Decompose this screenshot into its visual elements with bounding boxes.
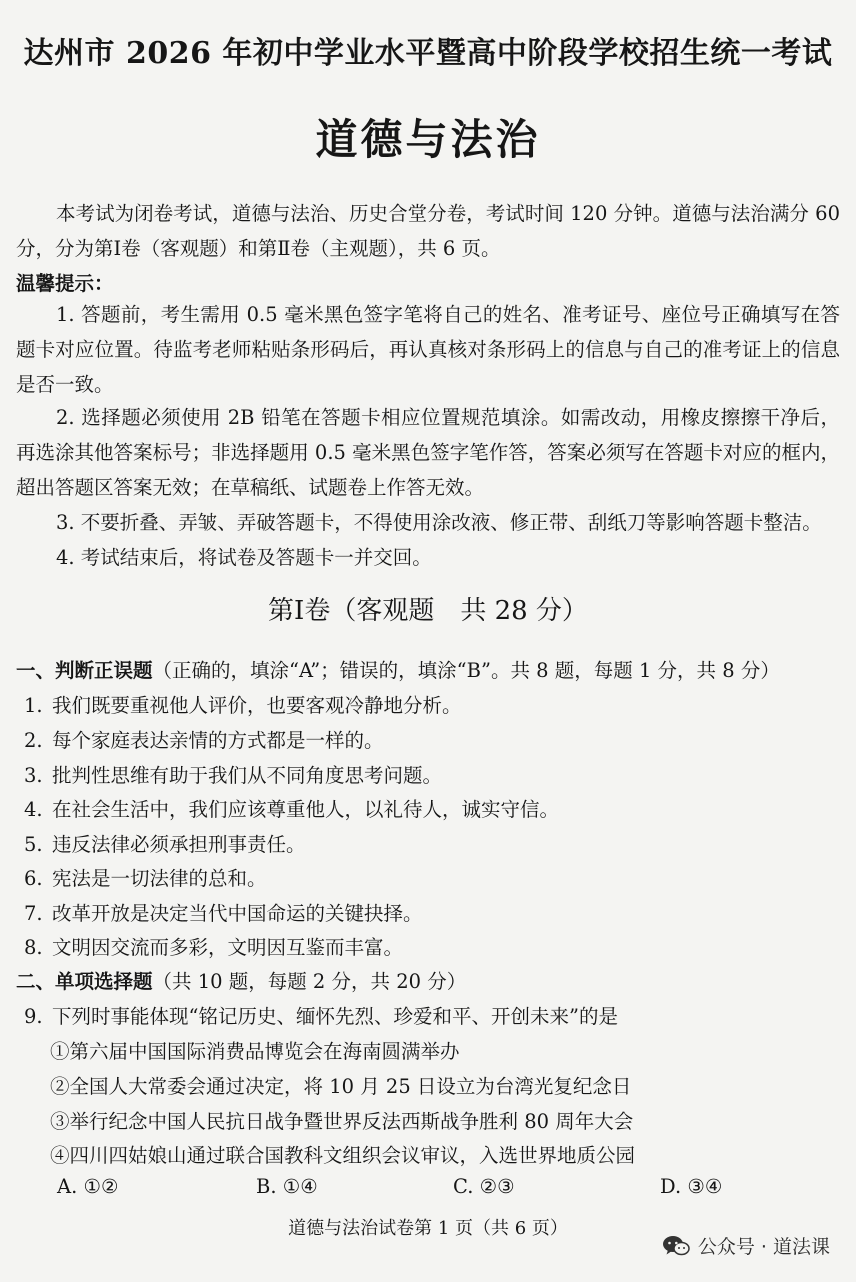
question-number: 1. bbox=[24, 694, 43, 717]
question-item bbox=[24, 898, 423, 926]
question-statement: ②全国人大常委会通过决定，将 10 月 25 日设立为台湾光复纪念日 bbox=[50, 1075, 632, 1098]
question-number: 4. bbox=[24, 798, 43, 821]
question-text: 下列时事能体现“铭记历史、缅怀先烈、珍爱和平、开创未来”的是 bbox=[52, 1005, 618, 1028]
question-number: 2. bbox=[24, 729, 43, 752]
page-footer: 道德与法治试卷第 1 页（共 6 页） bbox=[288, 1218, 568, 1239]
question-number: 7. bbox=[24, 902, 43, 925]
question-number: 5. bbox=[24, 833, 43, 856]
question-item bbox=[24, 760, 442, 788]
tip-item: 3. 不要折叠、弄皱、弄破答题卡，不得使用涂改液、修正带、刮纸刀等影响答题卡整洁。 bbox=[56, 511, 822, 534]
question-text: 违反法律必须承担刑事责任。 bbox=[52, 833, 306, 856]
part-heading bbox=[16, 966, 466, 994]
watermark bbox=[662, 1232, 830, 1259]
answer-choice: D. ③④ bbox=[660, 1175, 723, 1198]
question-item bbox=[24, 863, 267, 891]
question-number: 6. bbox=[24, 867, 43, 890]
question-number: 3. bbox=[24, 764, 43, 787]
question-text: 每个家庭表达亲情的方式都是一样的。 bbox=[52, 729, 384, 752]
question-statement: ①第六届中国国际消费品博览会在海南圆满举办 bbox=[50, 1040, 460, 1063]
section-title: 第Ⅰ卷（客观题 共 28 分） bbox=[268, 596, 588, 626]
tip-item: 2. 选择题必须使用 2B 铅笔在答题卡相应位置规范填涂。如需改动，用橡皮擦擦干净后，再选涂其他答案标号；非选择题用 0.5 毫米黑色签字笔作答，答案必须写在答题卡对应的框内，超出答题区答案无效；在草稿纸、试题卷上作答无效。 bbox=[16, 406, 840, 499]
answer-choice: B. ①④ bbox=[256, 1175, 318, 1198]
question-statement: ④四川四姑娘山通过联合国教科文组织会议审议，入选世界地质公园 bbox=[50, 1144, 636, 1167]
exam-intro: 本考试为闭卷考试，道德与法治、历史合堂分卷，考试时间 120 分钟。道德与法治满分 60 分，分为第Ⅰ卷（客观题）和第Ⅱ卷（主观题），共 6 页。 bbox=[16, 202, 840, 260]
tip-item: 1. 答题前，考生需用 0.5 毫米黑色签字笔将自己的姓名、准考证号、座位号正确填写在答题卡对应位置。待监考老师粘贴条形码后，再认真核对条形码上的信息与自己的准考证上的信息是否一致。 bbox=[16, 303, 840, 396]
exam-title: 达州市 2026 年初中学业水平暨高中阶段学校招生统一考试 bbox=[23, 36, 833, 71]
tip-item: 4. 考试结束后，将试卷及答题卡一并交回。 bbox=[56, 546, 432, 569]
question-item bbox=[24, 690, 462, 718]
question-text: 宪法是一切法律的总和。 bbox=[52, 867, 267, 890]
question-item bbox=[24, 1001, 618, 1029]
question-text: 我们既要重视他人评价，也要客观冷静地分析。 bbox=[52, 694, 462, 717]
question-item bbox=[24, 932, 403, 960]
part-heading-label: 一、判断正误题 bbox=[16, 659, 153, 682]
question-text: 在社会生活中，我们应该尊重他人，以礼待人，诚实守信。 bbox=[52, 798, 560, 821]
part-heading-label: 二、单项选择题 bbox=[16, 970, 153, 993]
part-heading-note: （正确的，填涂“A”；错误的，填涂“B”。共 8 题，每题 1 分，共 8 分） bbox=[152, 659, 780, 682]
question-statement: ③举行纪念中国人民抗日战争暨世界反法西斯战争胜利 80 周年大会 bbox=[50, 1110, 634, 1133]
question-item bbox=[24, 829, 306, 857]
subject-title: 道德与法治 bbox=[315, 115, 541, 164]
answer-choice: A. ①② bbox=[57, 1175, 119, 1198]
tips-heading: 温馨提示： bbox=[16, 272, 114, 295]
question-item bbox=[24, 725, 384, 753]
part-heading-note: （共 10 题，每题 2 分，共 20 分） bbox=[152, 970, 467, 993]
wechat-icon bbox=[662, 1234, 690, 1258]
question-number: 9. bbox=[24, 1005, 43, 1028]
question-text: 批判性思维有助于我们从不同角度思考问题。 bbox=[52, 764, 443, 787]
answer-choice: C. ②③ bbox=[453, 1175, 515, 1198]
question-text: 改革开放是决定当代中国命运的关键抉择。 bbox=[52, 902, 423, 925]
question-number: 8. bbox=[24, 936, 43, 959]
question-text: 文明因交流而多彩，文明因互鉴而丰富。 bbox=[52, 936, 404, 959]
question-item bbox=[24, 794, 559, 822]
part-heading bbox=[16, 655, 780, 683]
watermark-text: 公众号 · 道法课 bbox=[697, 1236, 830, 1258]
